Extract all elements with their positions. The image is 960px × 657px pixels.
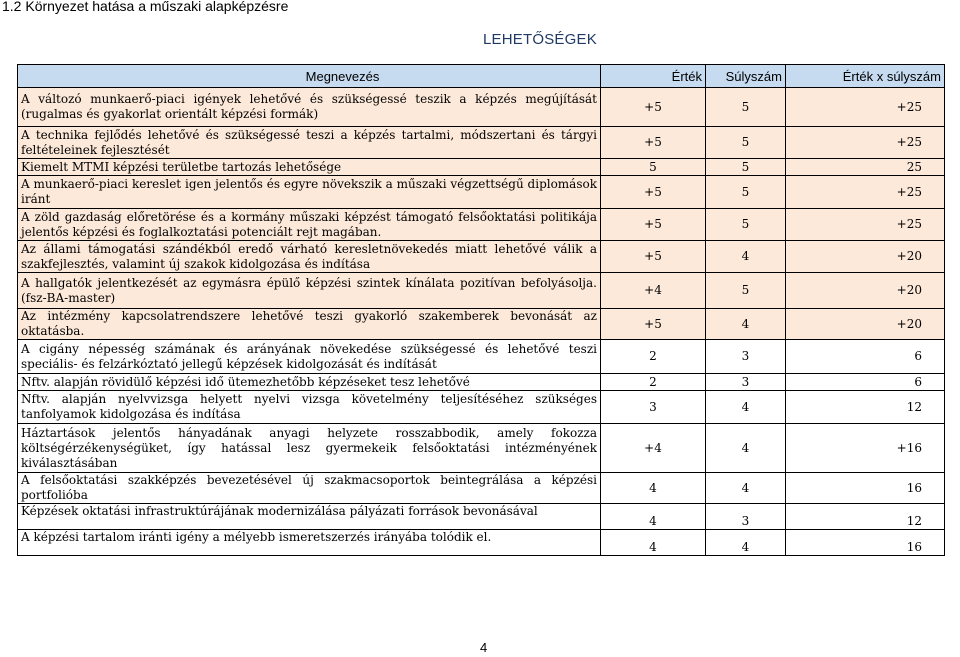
row-weight: 4 — [706, 473, 786, 504]
table-row — [18, 374, 945, 391]
row-value: +4 — [601, 424, 706, 473]
row-name: A munkaerő-piaci kereslet igen jelentős és egyre növekszik a műszaki végzettségű diplomások iránt — [18, 176, 601, 209]
table-row — [18, 209, 945, 241]
row-product: +25 — [786, 88, 945, 127]
row-weight: 5 — [706, 127, 786, 159]
header-name: Megnevezés — [18, 65, 601, 88]
row-weight: 5 — [706, 88, 786, 127]
row-product: +25 — [786, 176, 945, 209]
row-weight: 3 — [706, 504, 786, 530]
row-weight: 5 — [706, 273, 786, 309]
row-product: 12 — [786, 391, 945, 424]
table-row — [18, 473, 945, 504]
table-row — [18, 391, 945, 424]
row-value: +5 — [601, 176, 706, 209]
row-value: +5 — [601, 241, 706, 273]
table-row — [18, 241, 945, 273]
table-row — [18, 424, 945, 473]
opportunities-table — [17, 64, 945, 556]
row-value: 3 — [601, 391, 706, 424]
row-name: Az intézmény kapcsolatrendszere lehetővé teszi gyakorló szakemberek bevonását az oktatásba. — [18, 309, 601, 340]
row-value: 4 — [601, 504, 706, 530]
row-product: 16 — [786, 530, 945, 556]
row-value: +5 — [601, 309, 706, 340]
row-weight: 4 — [706, 241, 786, 273]
table-row — [18, 159, 945, 176]
row-value: 2 — [601, 340, 706, 374]
row-weight: 4 — [706, 530, 786, 556]
row-name: A cigány népesség számának és arányának növekedése szükségessé és lehetővé teszi speciális- és felzárkóztató jellegű képzések kidolgozását és indítását — [18, 340, 601, 374]
row-product: 6 — [786, 374, 945, 391]
row-product: +20 — [786, 273, 945, 309]
row-value: 2 — [601, 374, 706, 391]
row-value: 4 — [601, 530, 706, 556]
row-product: +20 — [786, 309, 945, 340]
row-name: Kiemelt MTMI képzési területbe tartozás lehetősége — [18, 159, 601, 176]
row-product: +25 — [786, 209, 945, 241]
row-product: +25 — [786, 127, 945, 159]
row-name: Háztartások jelentős hányadának anyagi helyzete rosszabbodik, amely fokozza költségérzékenységüket, így hatással lesz gyermekeik felsőoktatási intézményének kiválasztásában — [18, 424, 601, 473]
header-product: Érték x súlyszám — [786, 65, 945, 88]
row-name: Nftv. alapján rövidülő képzési idő ütemezhetőbb képzéseket tesz lehetővé — [18, 374, 601, 391]
table-row — [18, 88, 945, 127]
row-value: +5 — [601, 88, 706, 127]
table-row — [18, 176, 945, 209]
table-subtitle: LEHETŐSÉGEK — [483, 31, 597, 48]
table-row — [18, 504, 945, 530]
row-product: +20 — [786, 241, 945, 273]
row-name: Az állami támogatási szándékból eredő várható keresletnövekedés miatt lehetővé válik a szakfejlesztés, valamint új szakok kidolgozása és indítása — [18, 241, 601, 273]
row-weight: 4 — [706, 424, 786, 473]
row-weight: 5 — [706, 159, 786, 176]
row-name: Képzések oktatási infrastruktúrájának modernizálása pályázati források bevonásával — [18, 504, 601, 530]
row-product: 16 — [786, 473, 945, 504]
row-value: +5 — [601, 127, 706, 159]
row-product: +16 — [786, 424, 945, 473]
row-name: A hallgatók jelentkezését az egymásra épülő képzési szintek kínálata pozitívan befolyásolja. (fsz-BA-master) — [18, 273, 601, 309]
row-name: Nftv. alapján nyelvvizsga helyett nyelvi vizsga követelmény teljesítéséhez szükséges tanfolyamok kidolgozása és indítása — [18, 391, 601, 424]
row-weight: 5 — [706, 209, 786, 241]
row-name: A változó munkaerő-piaci igények lehetővé és szükségessé teszik a képzés megújítását (rugalmas és gyakorlat orientált képzési formák) — [18, 88, 601, 127]
table-row — [18, 309, 945, 340]
row-value: 4 — [601, 473, 706, 504]
row-product: 12 — [786, 504, 945, 530]
row-value: +5 — [601, 209, 706, 241]
row-name: A zöld gazdaság előretörése és a kormány műszaki képzést támogató felsőoktatási politikája jelentős képzési és foglalkoztatási potenciált rejt magában. — [18, 209, 601, 241]
page-number: 4 — [480, 640, 488, 655]
row-weight: 3 — [706, 340, 786, 374]
table-row — [18, 340, 945, 374]
row-name: A technika fejlődés lehetővé és szükségessé teszi a képzés tartalmi, módszertani és tárgyi feltételeinek fejlesztését — [18, 127, 601, 159]
section-heading: 1.2 Környezet hatása a műszaki alapképzésre — [2, 0, 289, 14]
row-weight: 3 — [706, 374, 786, 391]
header-value: Érték — [601, 65, 706, 88]
row-value: +4 — [601, 273, 706, 309]
row-weight: 5 — [706, 176, 786, 209]
row-name: A felsőoktatási szakképzés bevezetésével új szakmacsoportok beintegrálása a képzési portfolióba — [18, 473, 601, 504]
table-row — [18, 530, 945, 556]
table-row — [18, 127, 945, 159]
row-weight: 4 — [706, 309, 786, 340]
row-name: A képzési tartalom iránti igény a mélyebb ismeretszerzés irányába tolódik el. — [18, 530, 601, 556]
table-row — [18, 273, 945, 309]
header-weight: Súlyszám — [706, 65, 786, 88]
row-weight: 4 — [706, 391, 786, 424]
row-product: 6 — [786, 340, 945, 374]
row-product: 25 — [786, 159, 945, 176]
table-header-row — [18, 65, 945, 88]
row-value: 5 — [601, 159, 706, 176]
